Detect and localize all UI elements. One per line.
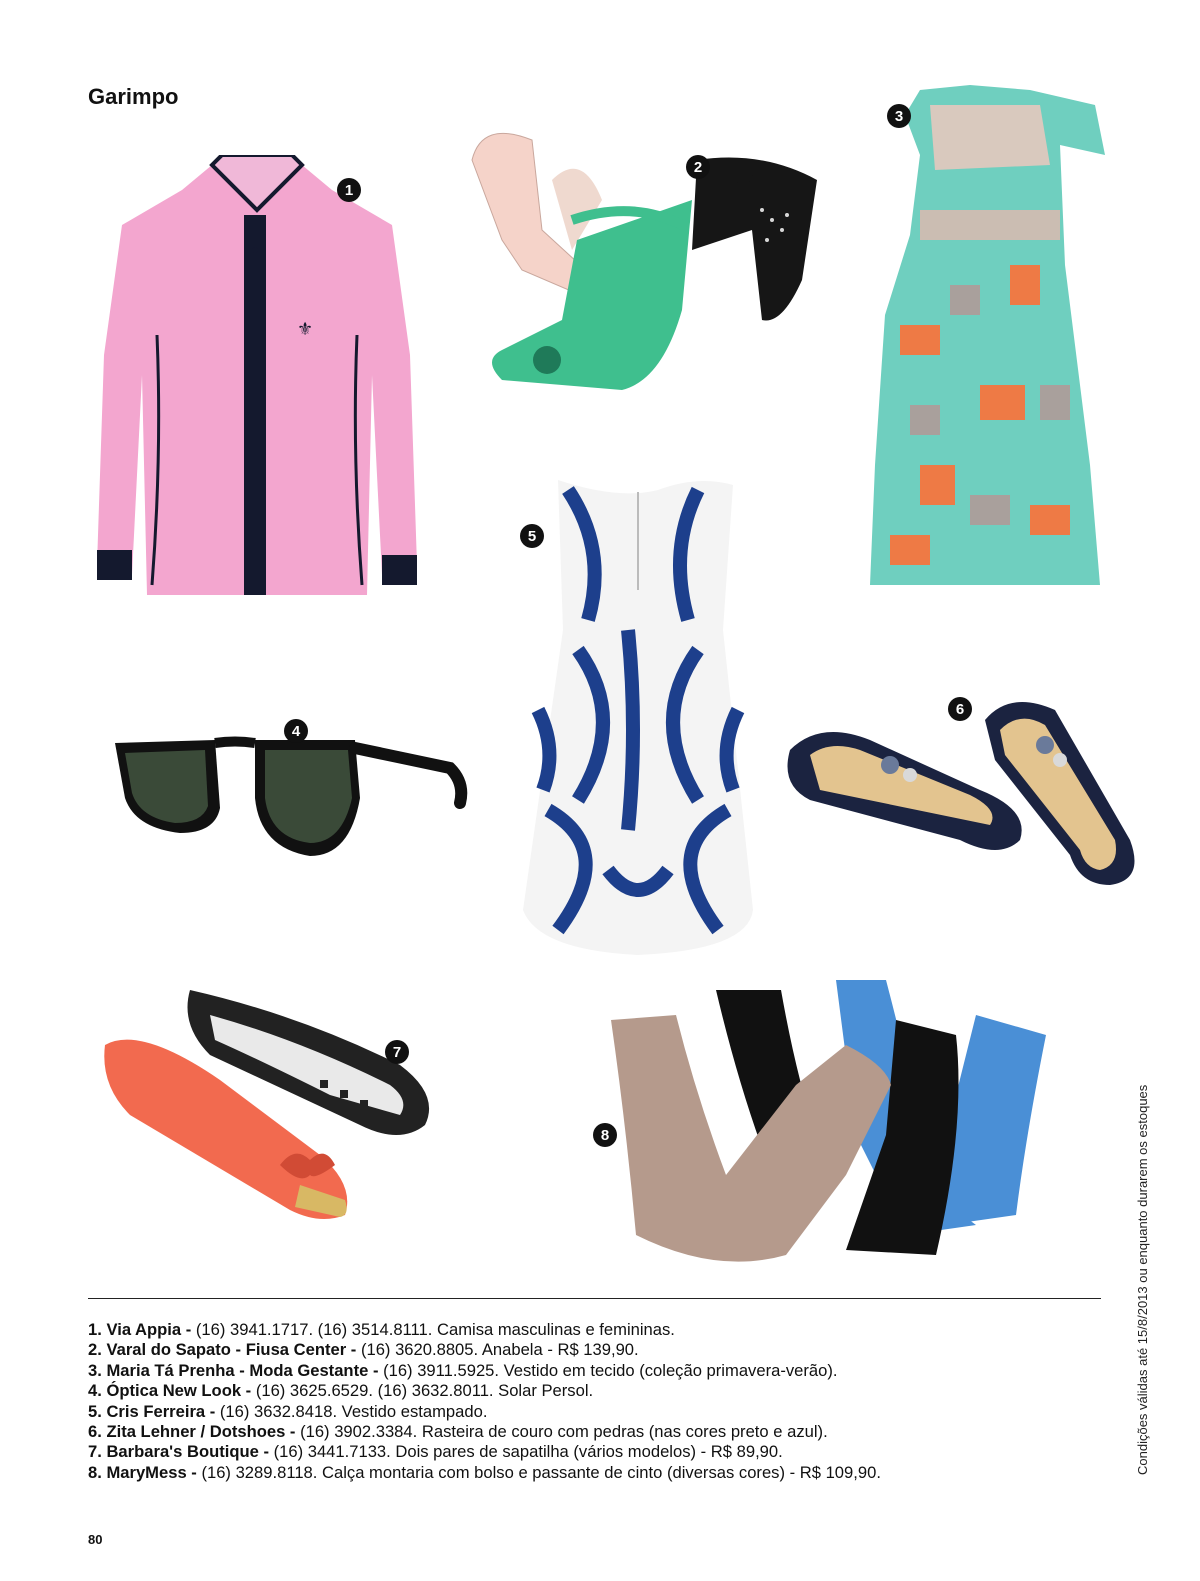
page-number: 80 <box>88 1532 103 1547</box>
sunglasses-image <box>110 728 470 863</box>
product-number-badge: 8 <box>593 1123 617 1147</box>
product-number-badge: 1 <box>337 178 361 202</box>
pink-shirt-image <box>92 155 422 605</box>
credit-store: 4. Óptica New Look - <box>88 1381 252 1401</box>
product-number-badge: 3 <box>887 104 911 128</box>
maternity-dress-image <box>860 85 1112 595</box>
product-number-badge: 2 <box>686 155 710 179</box>
credit-line <box>88 1340 1118 1360</box>
ballet-flats-image <box>100 985 440 1225</box>
section-title: Garimpo <box>88 84 179 109</box>
credit-details: (16) 3902.3384. Rasteira de couro com pedras (nas cores preto e azul). <box>295 1422 828 1442</box>
product-number-badge: 7 <box>385 1040 409 1064</box>
credit-store: 2. Varal do Sapato - Fiusa Center - <box>88 1340 357 1360</box>
jeweled-sandals-image <box>780 690 1152 890</box>
credit-line <box>88 1320 1118 1340</box>
credit-details: (16) 3289.8118. Calça montaria com bolso e passante de cinto (diversas cores) - R$ 109,90. <box>196 1462 881 1482</box>
credit-store: 5. Cris Ferreira - <box>88 1401 216 1421</box>
credit-details: (16) 3620.8805. Anabela - R$ 139,90. <box>356 1340 639 1360</box>
validity-note: Condições válidas até 15/8/2013 ou enquanto durarem os estoques <box>1135 1084 1150 1475</box>
svg-text:⚜: ⚜ <box>297 319 314 339</box>
credit-details: (16) 3941.1717. (16) 3514.8111. Camisa masculinas e femininas. <box>191 1320 675 1339</box>
credit-line <box>88 1361 1118 1381</box>
credit-store: 3. Maria Tá Prenha - Moda Gestante - <box>88 1360 379 1380</box>
product-credits <box>88 1320 1118 1483</box>
credit-details: (16) 3911.5925. Vestido em tecido (coleção primavera-verão). <box>378 1360 838 1380</box>
credit-details: (16) 3632.8418. Vestido estampado. <box>215 1401 488 1421</box>
divider <box>88 1298 1101 1299</box>
product-number-badge: 6 <box>948 697 972 721</box>
credit-line <box>88 1381 1118 1401</box>
credit-store: 7. Barbara's Boutique - <box>88 1442 269 1462</box>
credit-line <box>88 1442 1118 1462</box>
product-number-badge: 4 <box>284 719 308 743</box>
credit-line <box>88 1422 1118 1442</box>
credit-store: 6. Zita Lehner / Dotshoes - <box>88 1422 296 1442</box>
credit-line <box>88 1402 1118 1422</box>
credit-store: 8. MaryMess - <box>88 1462 197 1482</box>
colored-pants-image <box>606 975 1066 1280</box>
credit-details: (16) 3625.6529. (16) 3632.8011. Solar Persol. <box>251 1381 594 1401</box>
zebra-dress-image <box>518 470 758 955</box>
wedge-sandals-image <box>462 120 830 395</box>
product-number-badge: 5 <box>520 524 544 548</box>
credit-line <box>88 1463 1118 1483</box>
credit-details: (16) 3441.7133. Dois pares de sapatilha (vários modelos) - R$ 89,90. <box>268 1442 783 1462</box>
credit-store: 1. Via Appia - <box>88 1320 192 1339</box>
